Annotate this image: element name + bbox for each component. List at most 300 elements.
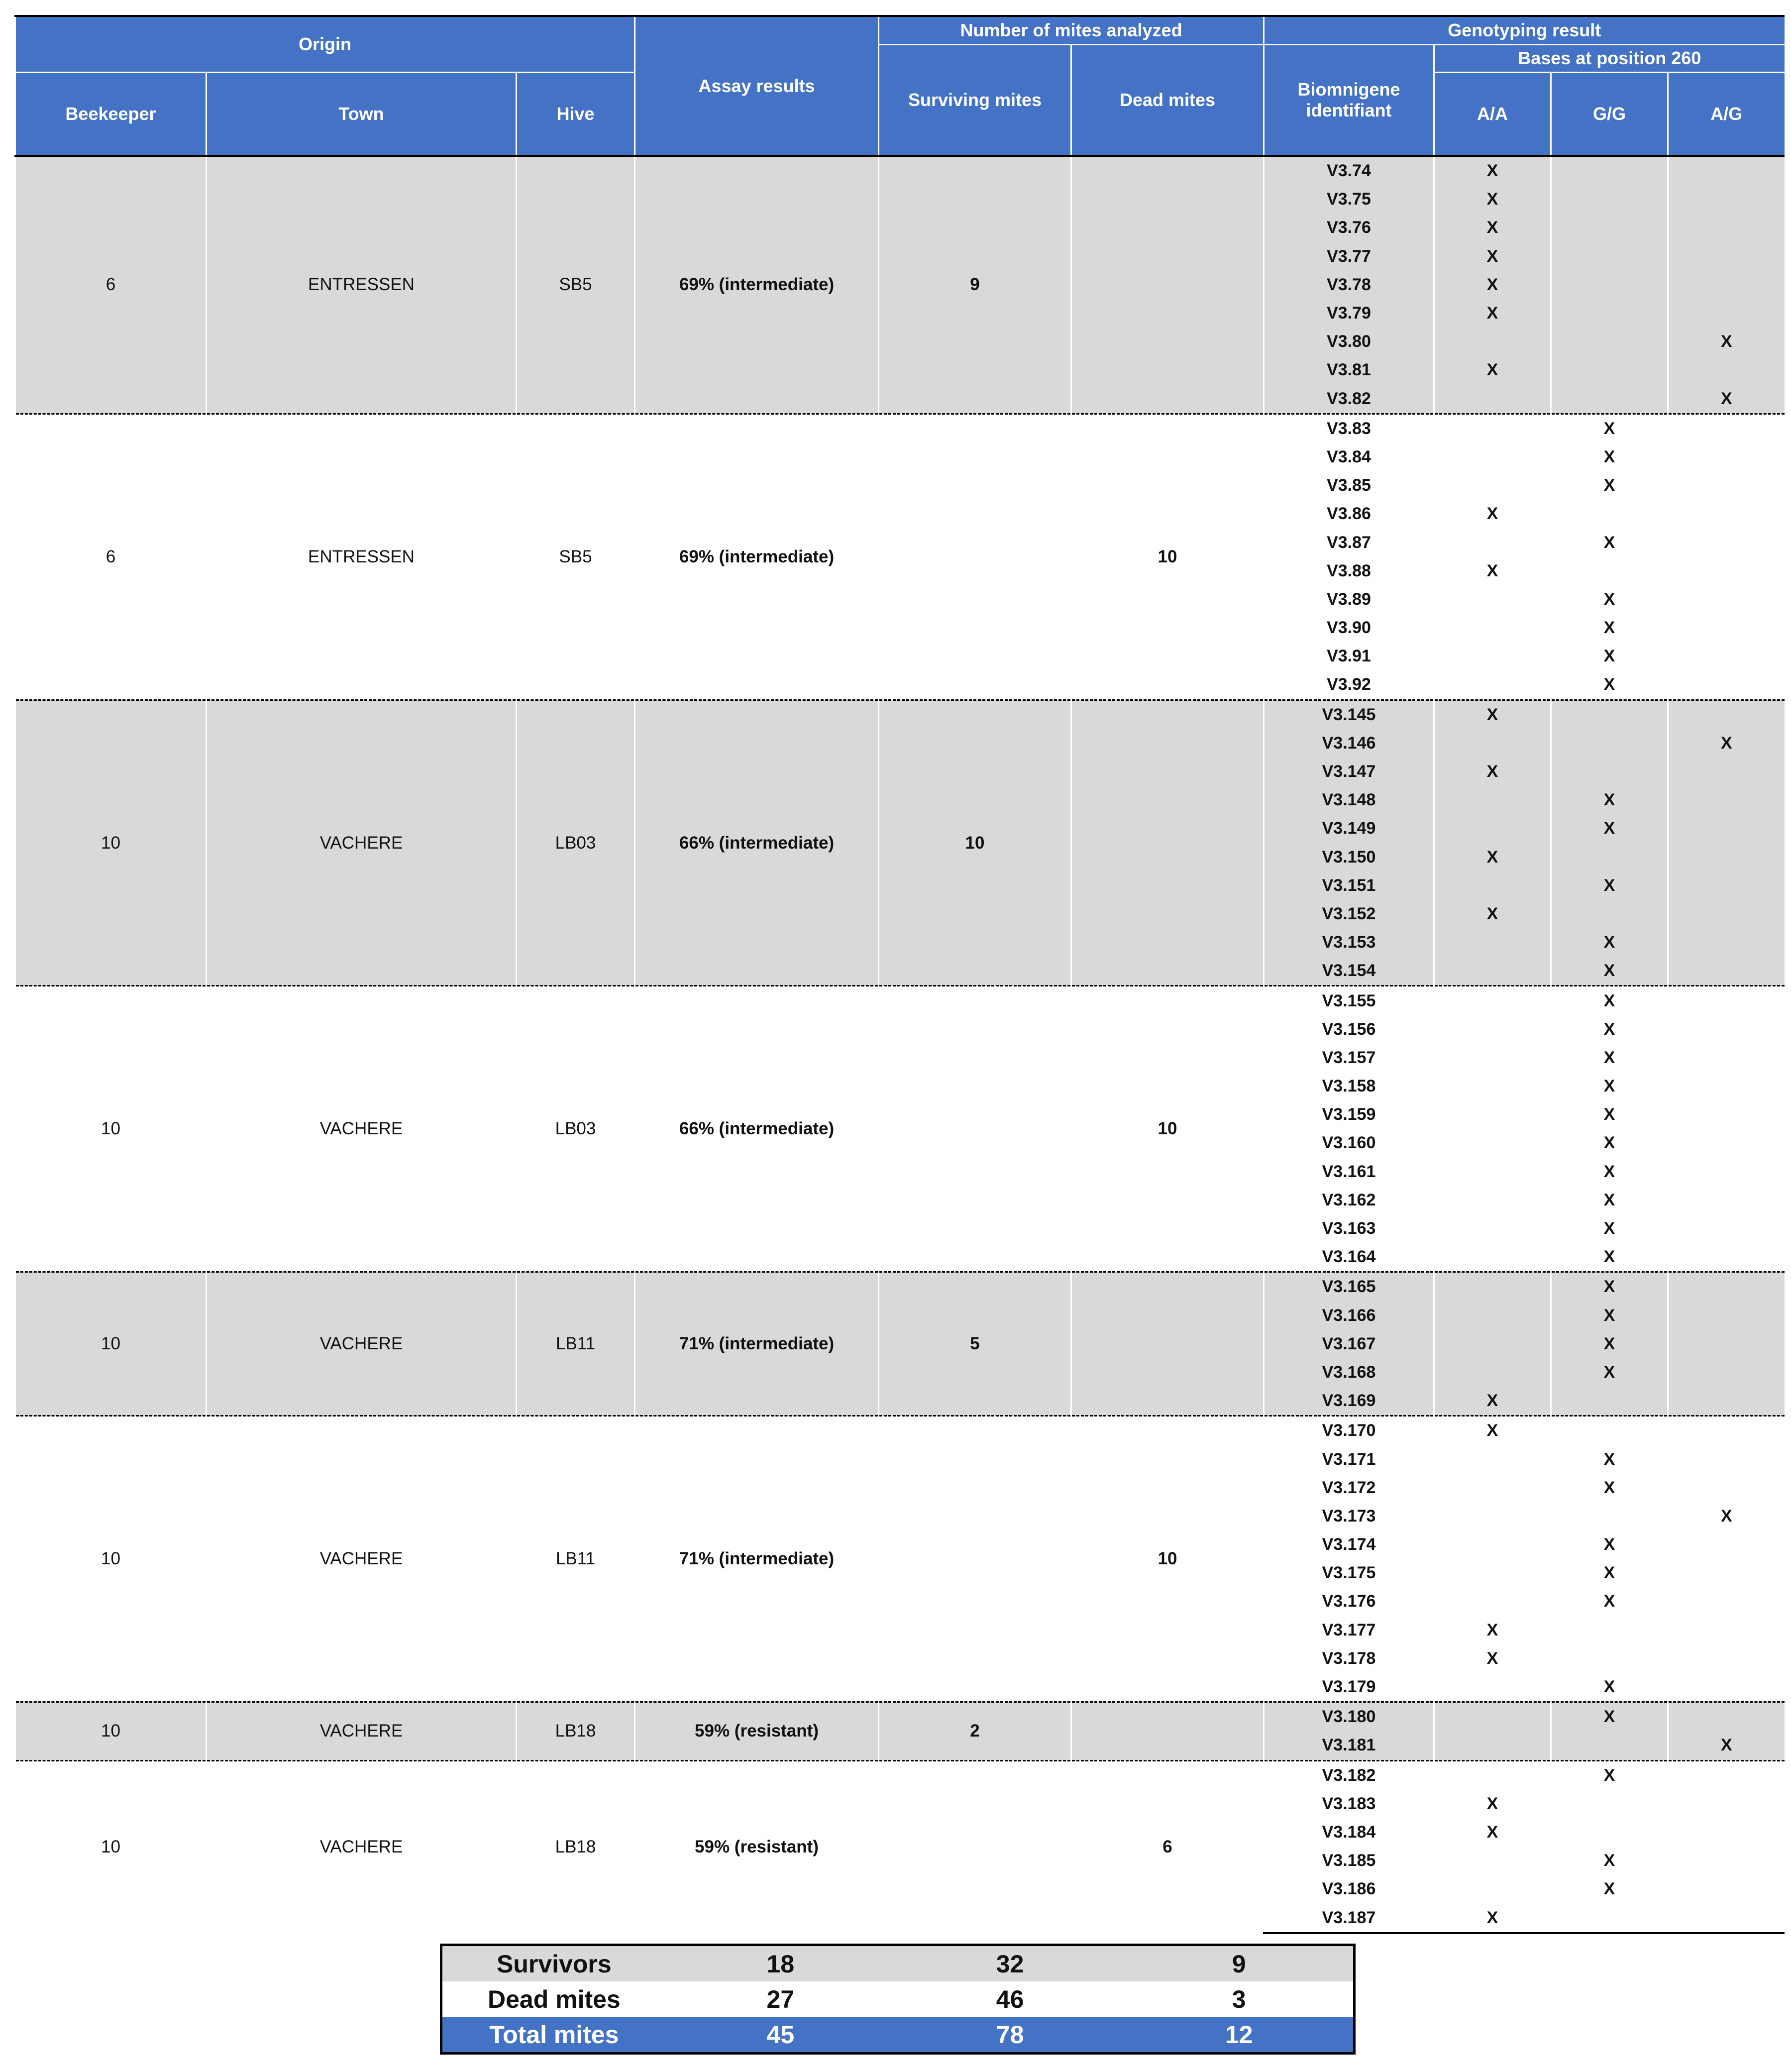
aa-cell (1434, 928, 1551, 957)
mite-id-cell: V3.147 (1264, 758, 1434, 786)
ag-cell (1668, 414, 1785, 443)
mite-id-cell: V3.180 (1264, 1702, 1434, 1732)
table-row (15, 1272, 1785, 1302)
aa-cell (1434, 1731, 1551, 1760)
gg-cell: X (1551, 957, 1668, 986)
surviving-mites-cell: 10 (879, 700, 1071, 986)
aa-cell: X (1434, 214, 1551, 242)
gg-cell: X (1551, 1445, 1668, 1473)
gg-cell: X (1551, 528, 1668, 556)
ag-cell (1668, 1072, 1785, 1100)
mite-id-cell: V3.162 (1264, 1186, 1434, 1214)
header-genotyping-result: Genotyping result (1264, 16, 1785, 44)
mite-id-cell: V3.89 (1264, 585, 1434, 614)
aa-cell (1434, 1502, 1551, 1530)
gg-cell (1551, 356, 1668, 384)
ag-cell (1668, 928, 1785, 957)
totals-label: Survivors (441, 1945, 666, 1982)
beekeeper-cell: 10 (15, 700, 207, 986)
mite-id-cell: V3.86 (1264, 500, 1434, 528)
ag-cell: X (1668, 327, 1785, 356)
mite-id-cell: V3.149 (1264, 814, 1434, 843)
mite-id-cell: V3.159 (1264, 1100, 1434, 1129)
ag-cell (1668, 872, 1785, 900)
aa-cell: X (1434, 1903, 1551, 1933)
mite-id-cell: V3.167 (1264, 1330, 1434, 1358)
mite-id-cell: V3.77 (1264, 242, 1434, 271)
header-hive: Hive (517, 72, 635, 156)
hive-cell: LB18 (517, 1760, 635, 1933)
ag-cell: X (1668, 385, 1785, 414)
mite-id-cell: V3.175 (1264, 1559, 1434, 1587)
mite-id-cell: V3.182 (1264, 1760, 1434, 1790)
gg-cell (1551, 242, 1668, 271)
aa-cell (1434, 1330, 1551, 1358)
mite-id-cell: V3.151 (1264, 872, 1434, 900)
ag-cell (1668, 471, 1785, 500)
mite-id-cell: V3.176 (1264, 1587, 1434, 1616)
table-body (15, 156, 1785, 1933)
aa-cell (1434, 1186, 1551, 1214)
aa-cell (1434, 471, 1551, 500)
ag-cell (1668, 1875, 1785, 1903)
town-cell: VACHERE (207, 1702, 517, 1760)
gg-cell: X (1551, 1186, 1668, 1214)
gg-cell: X (1551, 1530, 1668, 1559)
mite-id-cell: V3.168 (1264, 1358, 1434, 1387)
totals-label: Dead mites (441, 1981, 666, 2017)
gg-cell: X (1551, 585, 1668, 614)
ag-cell (1668, 156, 1785, 185)
mite-id-cell: V3.91 (1264, 642, 1434, 670)
genotyping-table (14, 15, 1785, 1934)
ag-cell (1668, 1387, 1785, 1416)
ag-cell (1668, 443, 1785, 471)
gg-cell (1551, 1502, 1668, 1530)
gg-cell: X (1551, 1702, 1668, 1732)
gg-cell: X (1551, 471, 1668, 500)
mite-id-cell: V3.156 (1264, 1015, 1434, 1044)
gg-cell: X (1551, 1358, 1668, 1387)
gg-cell: X (1551, 1272, 1668, 1302)
dead-mites-cell (1071, 1272, 1264, 1416)
gg-cell: X (1551, 1015, 1668, 1044)
aa-cell: X (1434, 1790, 1551, 1818)
gg-cell: X (1551, 1330, 1668, 1358)
aa-cell (1434, 614, 1551, 642)
beekeeper-cell: 10 (15, 1760, 207, 1933)
aa-cell (1434, 1272, 1551, 1302)
gg-cell: X (1551, 1875, 1668, 1903)
mite-id-cell: V3.179 (1264, 1673, 1434, 1702)
totals-gg: 78 (895, 2017, 1125, 2054)
mite-id-cell: V3.160 (1264, 1129, 1434, 1157)
hive-cell: LB11 (517, 1416, 635, 1702)
beekeeper-cell: 10 (15, 1272, 207, 1416)
gg-cell (1551, 271, 1668, 299)
ag-cell (1668, 1587, 1785, 1616)
aa-cell: X (1434, 185, 1551, 214)
hive-cell: SB5 (517, 156, 635, 414)
beekeeper-cell: 6 (15, 156, 207, 414)
ag-cell (1668, 957, 1785, 986)
mite-id-cell: V3.145 (1264, 700, 1434, 729)
ag-cell (1668, 356, 1785, 384)
mite-id-cell: V3.78 (1264, 271, 1434, 299)
gg-cell (1551, 843, 1668, 872)
aa-cell (1434, 1559, 1551, 1587)
dead-mites-cell: 10 (1071, 986, 1264, 1272)
ag-cell (1668, 1015, 1785, 1044)
gg-cell: X (1551, 1072, 1668, 1100)
aa-cell (1434, 1100, 1551, 1129)
header-beekeeper: Beekeeper (15, 72, 207, 156)
header-aa: A/A (1434, 72, 1551, 156)
mite-id-cell: V3.177 (1264, 1616, 1434, 1644)
mite-id-cell: V3.154 (1264, 957, 1434, 986)
gg-cell: X (1551, 670, 1668, 700)
ag-cell (1668, 614, 1785, 642)
aa-cell: X (1434, 700, 1551, 729)
aa-cell (1434, 443, 1551, 471)
aa-cell (1434, 1015, 1551, 1044)
gg-cell: X (1551, 642, 1668, 670)
assay-cell: 59% (resistant) (635, 1702, 879, 1760)
assay-cell: 69% (intermediate) (635, 156, 879, 414)
mite-id-cell: V3.184 (1264, 1818, 1434, 1847)
ag-cell (1668, 500, 1785, 528)
table-header (15, 16, 1785, 156)
aa-cell: X (1434, 843, 1551, 872)
ag-cell (1668, 1847, 1785, 1875)
mite-id-cell: V3.157 (1264, 1044, 1434, 1072)
town-cell: ENTRESSEN (207, 156, 517, 414)
header-surviving-mites: Surviving mites (879, 44, 1071, 156)
mite-id-cell: V3.84 (1264, 443, 1434, 471)
table-row (15, 414, 1785, 443)
mite-id-cell: V3.148 (1264, 786, 1434, 814)
aa-cell (1434, 786, 1551, 814)
mite-id-cell: V3.90 (1264, 614, 1434, 642)
ag-cell (1668, 814, 1785, 843)
aa-cell: X (1434, 1387, 1551, 1416)
header-assay-results: Assay results (635, 16, 879, 156)
gg-cell: X (1551, 1243, 1668, 1272)
gg-cell: X (1551, 1673, 1668, 1702)
ag-cell (1668, 1790, 1785, 1818)
aa-cell (1434, 1044, 1551, 1072)
surviving-mites-cell: 2 (879, 1702, 1071, 1760)
aa-cell (1434, 1214, 1551, 1243)
gg-cell: X (1551, 872, 1668, 900)
hive-cell: LB03 (517, 700, 635, 986)
town-cell: VACHERE (207, 1416, 517, 1702)
mite-id-cell: V3.80 (1264, 327, 1434, 356)
mite-id-cell: V3.174 (1264, 1530, 1434, 1559)
gg-cell (1551, 327, 1668, 356)
aa-cell (1434, 1474, 1551, 1502)
ag-cell (1668, 1616, 1785, 1644)
mite-id-cell: V3.158 (1264, 1072, 1434, 1100)
hive-cell: LB11 (517, 1272, 635, 1416)
mite-id-cell: V3.166 (1264, 1302, 1434, 1330)
ag-cell (1668, 670, 1785, 700)
town-cell: VACHERE (207, 986, 517, 1272)
assay-cell: 69% (intermediate) (635, 414, 879, 700)
mite-id-cell: V3.74 (1264, 156, 1434, 185)
aa-cell (1434, 1530, 1551, 1559)
ag-cell (1668, 1702, 1785, 1732)
beekeeper-cell: 10 (15, 1416, 207, 1702)
ag-cell (1668, 242, 1785, 271)
aa-cell: X (1434, 1616, 1551, 1644)
gg-cell: X (1551, 1158, 1668, 1186)
ag-cell (1668, 214, 1785, 242)
assay-cell: 71% (intermediate) (635, 1416, 879, 1702)
aa-cell (1434, 1587, 1551, 1616)
mite-id-cell: V3.163 (1264, 1214, 1434, 1243)
mite-id-cell: V3.150 (1264, 843, 1434, 872)
ag-cell (1668, 1243, 1785, 1272)
totals-row (441, 1981, 1355, 2017)
ag-cell (1668, 1530, 1785, 1559)
gg-cell (1551, 185, 1668, 214)
ag-cell (1668, 1158, 1785, 1186)
aa-cell: X (1434, 299, 1551, 327)
totals-aa: 18 (666, 1945, 895, 1982)
gg-cell: X (1551, 1474, 1668, 1502)
hive-cell: LB18 (517, 1702, 635, 1760)
aa-cell (1434, 1875, 1551, 1903)
ag-cell: X (1668, 1502, 1785, 1530)
surviving-mites-cell (879, 1760, 1071, 1933)
ag-cell (1668, 1760, 1785, 1790)
gg-cell (1551, 299, 1668, 327)
ag-cell (1668, 1272, 1785, 1302)
ag-cell: X (1668, 729, 1785, 758)
dead-mites-cell (1071, 156, 1264, 414)
aa-cell: X (1434, 271, 1551, 299)
town-cell: VACHERE (207, 700, 517, 986)
gg-cell: X (1551, 1302, 1668, 1330)
gg-cell (1551, 758, 1668, 786)
totals-label: Total mites (441, 2017, 666, 2054)
aa-cell (1434, 1158, 1551, 1186)
gg-cell (1551, 1790, 1668, 1818)
gg-cell: X (1551, 1129, 1668, 1157)
mite-id-cell: V3.81 (1264, 356, 1434, 384)
aa-cell (1434, 1847, 1551, 1875)
ag-cell: X (1668, 1731, 1785, 1760)
ag-cell (1668, 1903, 1785, 1933)
totals-aa: 45 (666, 2017, 895, 2054)
gg-cell (1551, 500, 1668, 528)
totals-ag: 12 (1125, 2017, 1354, 2054)
mite-id-cell: V3.155 (1264, 986, 1434, 1015)
mite-id-cell: V3.181 (1264, 1731, 1434, 1760)
assay-cell: 59% (resistant) (635, 1760, 879, 1933)
mite-id-cell: V3.171 (1264, 1445, 1434, 1473)
mite-id-cell: V3.79 (1264, 299, 1434, 327)
gg-cell: X (1551, 814, 1668, 843)
gg-cell (1551, 1416, 1668, 1445)
table-row (15, 1760, 1785, 1790)
totals-gg: 46 (895, 1981, 1125, 2017)
mite-id-cell: V3.165 (1264, 1272, 1434, 1302)
town-cell: VACHERE (207, 1760, 517, 1933)
header-biomnigene-identifiant: Biomnigene identifiant (1264, 44, 1434, 156)
beekeeper-cell: 10 (15, 1702, 207, 1760)
aa-cell (1434, 385, 1551, 414)
header-bases-at-position: Bases at position 260 (1434, 44, 1785, 72)
ag-cell (1668, 700, 1785, 729)
ag-cell (1668, 299, 1785, 327)
mite-id-cell: V3.75 (1264, 185, 1434, 214)
ag-cell (1668, 528, 1785, 556)
surviving-mites-cell (879, 1416, 1071, 1702)
gg-cell (1551, 156, 1668, 185)
aa-cell: X (1434, 1818, 1551, 1847)
aa-cell (1434, 1445, 1551, 1473)
mite-id-cell: V3.169 (1264, 1387, 1434, 1416)
aa-cell: X (1434, 500, 1551, 528)
mite-id-cell: V3.170 (1264, 1416, 1434, 1445)
ag-cell (1668, 1559, 1785, 1587)
header-ag: A/G (1668, 72, 1785, 156)
mite-id-cell: V3.185 (1264, 1847, 1434, 1875)
gg-cell (1551, 1903, 1668, 1933)
aa-cell (1434, 528, 1551, 556)
mite-id-cell: V3.88 (1264, 557, 1434, 585)
mite-id-cell: V3.146 (1264, 729, 1434, 758)
mite-id-cell: V3.178 (1264, 1644, 1434, 1673)
gg-cell: X (1551, 443, 1668, 471)
ag-cell (1668, 986, 1785, 1015)
ag-cell (1668, 1818, 1785, 1847)
ag-cell (1668, 271, 1785, 299)
gg-cell (1551, 385, 1668, 414)
hive-cell: SB5 (517, 414, 635, 700)
totals-ag: 3 (1125, 1981, 1354, 2017)
ag-cell (1668, 1445, 1785, 1473)
gg-cell (1551, 900, 1668, 928)
gg-cell (1551, 1731, 1668, 1760)
mite-id-cell: V3.153 (1264, 928, 1434, 957)
gg-cell (1551, 557, 1668, 585)
town-cell: ENTRESSEN (207, 414, 517, 700)
totals-ag: 9 (1125, 1945, 1354, 1982)
totals-aa: 27 (666, 1981, 895, 2017)
gg-cell (1551, 729, 1668, 758)
aa-cell (1434, 1302, 1551, 1330)
ag-cell (1668, 758, 1785, 786)
ag-cell (1668, 185, 1785, 214)
gg-cell (1551, 1387, 1668, 1416)
ag-cell (1668, 1673, 1785, 1702)
aa-cell (1434, 729, 1551, 758)
mite-id-cell: V3.173 (1264, 1502, 1434, 1530)
dead-mites-cell: 10 (1071, 414, 1264, 700)
mite-id-cell: V3.164 (1264, 1243, 1434, 1272)
aa-cell (1434, 1358, 1551, 1387)
table-row (15, 1416, 1785, 1445)
ag-cell (1668, 1644, 1785, 1673)
ag-cell (1668, 585, 1785, 614)
surviving-mites-cell (879, 986, 1071, 1272)
gg-cell: X (1551, 1587, 1668, 1616)
mite-id-cell: V3.187 (1264, 1903, 1434, 1933)
aa-cell (1434, 1760, 1551, 1790)
aa-cell: X (1434, 356, 1551, 384)
header-gg: G/G (1551, 72, 1668, 156)
mite-id-cell: V3.85 (1264, 471, 1434, 500)
ag-cell (1668, 1416, 1785, 1445)
aa-cell: X (1434, 242, 1551, 271)
surviving-mites-cell: 5 (879, 1272, 1071, 1416)
town-cell: VACHERE (207, 1272, 517, 1416)
mite-id-cell: V3.152 (1264, 900, 1434, 928)
ag-cell (1668, 843, 1785, 872)
aa-cell: X (1434, 156, 1551, 185)
header-number-analyzed: Number of mites analyzed (879, 16, 1264, 44)
ag-cell (1668, 557, 1785, 585)
header-town: Town (207, 72, 517, 156)
gg-cell: X (1551, 1100, 1668, 1129)
mite-id-cell: V3.92 (1264, 670, 1434, 700)
gg-cell (1551, 214, 1668, 242)
aa-cell: X (1434, 1644, 1551, 1673)
mite-id-cell: V3.76 (1264, 214, 1434, 242)
ag-cell (1668, 642, 1785, 670)
ag-cell (1668, 1044, 1785, 1072)
totals-row (441, 2017, 1355, 2054)
ag-cell (1668, 1186, 1785, 1214)
table-row (15, 156, 1785, 185)
aa-cell (1434, 1072, 1551, 1100)
ag-cell (1668, 900, 1785, 928)
aa-cell (1434, 1673, 1551, 1702)
table-row (15, 700, 1785, 729)
ag-cell (1668, 1214, 1785, 1243)
dead-mites-cell: 6 (1071, 1760, 1264, 1933)
gg-cell: X (1551, 1559, 1668, 1587)
gg-cell: X (1551, 414, 1668, 443)
aa-cell (1434, 642, 1551, 670)
beekeeper-cell: 6 (15, 414, 207, 700)
aa-cell: X (1434, 557, 1551, 585)
assay-cell: 66% (intermediate) (635, 700, 879, 986)
ag-cell (1668, 786, 1785, 814)
ag-cell (1668, 1358, 1785, 1387)
mite-id-cell: V3.161 (1264, 1158, 1434, 1186)
mite-id-cell: V3.87 (1264, 528, 1434, 556)
beekeeper-cell: 10 (15, 986, 207, 1272)
aa-cell (1434, 986, 1551, 1015)
gg-cell: X (1551, 786, 1668, 814)
aa-cell (1434, 1702, 1551, 1732)
table-row (15, 986, 1785, 1015)
gg-cell: X (1551, 986, 1668, 1015)
hive-cell: LB03 (517, 986, 635, 1272)
ag-cell (1668, 1129, 1785, 1157)
ag-cell (1668, 1330, 1785, 1358)
aa-cell (1434, 957, 1551, 986)
ag-cell (1668, 1100, 1785, 1129)
totals-row (441, 1945, 1355, 1982)
dead-mites-cell (1071, 700, 1264, 986)
assay-cell: 66% (intermediate) (635, 986, 879, 1272)
gg-cell (1551, 1616, 1668, 1644)
